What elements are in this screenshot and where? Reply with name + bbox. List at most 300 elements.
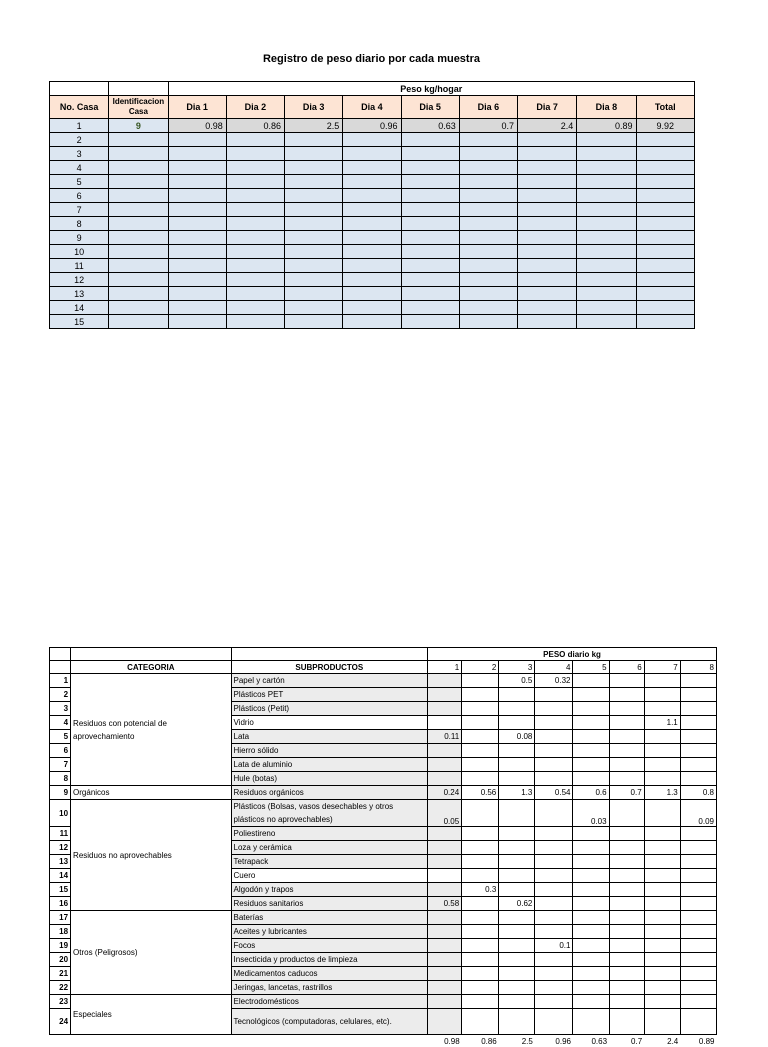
cell-value[interactable] (462, 827, 499, 841)
cell-value[interactable]: 0.7 (609, 786, 644, 800)
empty-cell[interactable] (168, 133, 226, 147)
cell-value[interactable] (462, 730, 499, 744)
empty-cell[interactable] (401, 161, 459, 175)
cell-value[interactable] (680, 897, 716, 911)
cell-value[interactable] (573, 744, 609, 758)
cell-value[interactable] (609, 869, 644, 883)
cell-value[interactable] (535, 855, 573, 869)
cell-value[interactable] (428, 702, 462, 716)
empty-cell[interactable] (343, 161, 401, 175)
cell-value[interactable] (573, 953, 609, 967)
cell-value[interactable] (499, 953, 535, 967)
cell-value[interactable]: 0.09 (680, 800, 716, 827)
cell-value[interactable] (499, 967, 535, 981)
empty-cell[interactable] (401, 301, 459, 315)
cell-value[interactable] (680, 925, 716, 939)
cell-value[interactable] (499, 911, 535, 925)
cell-value[interactable] (573, 688, 609, 702)
cell-value[interactable] (462, 841, 499, 855)
empty-cell[interactable] (226, 161, 284, 175)
cell-value[interactable] (428, 841, 462, 855)
empty-cell[interactable] (226, 287, 284, 301)
empty-cell[interactable] (109, 175, 168, 189)
cell-value[interactable] (462, 800, 499, 827)
empty-cell[interactable] (168, 217, 226, 231)
cell-value[interactable] (644, 925, 680, 939)
empty-cell[interactable] (109, 231, 168, 245)
empty-cell[interactable] (518, 147, 577, 161)
empty-cell[interactable] (577, 287, 636, 301)
cell-value[interactable] (573, 869, 609, 883)
cell-value[interactable] (644, 939, 680, 953)
cell-value[interactable] (680, 730, 716, 744)
cell-value[interactable] (428, 981, 462, 995)
empty-cell[interactable] (109, 259, 168, 273)
cell-value[interactable]: 0.6 (573, 786, 609, 800)
empty-cell[interactable] (401, 175, 459, 189)
empty-cell[interactable] (285, 161, 343, 175)
empty-cell[interactable] (636, 203, 695, 217)
cell-value[interactable] (644, 981, 680, 995)
cell-value[interactable] (644, 883, 680, 897)
cell-value[interactable] (535, 897, 573, 911)
cell-value[interactable] (428, 925, 462, 939)
cell-value[interactable] (535, 1009, 573, 1035)
empty-cell[interactable] (459, 189, 517, 203)
cell-value[interactable] (609, 855, 644, 869)
empty-cell[interactable] (577, 273, 636, 287)
cell-value[interactable] (499, 758, 535, 772)
empty-cell[interactable] (401, 231, 459, 245)
cell-value[interactable] (573, 981, 609, 995)
cell-value[interactable] (462, 1009, 499, 1035)
cell-value[interactable] (644, 827, 680, 841)
cell-value[interactable] (499, 772, 535, 786)
cell-value[interactable]: 0.08 (499, 730, 535, 744)
cell-value[interactable]: 0.8 (680, 786, 716, 800)
empty-cell[interactable] (343, 133, 401, 147)
cell-value[interactable] (535, 702, 573, 716)
empty-cell[interactable] (226, 133, 284, 147)
empty-cell[interactable] (285, 315, 343, 329)
cell-value[interactable] (573, 911, 609, 925)
cell-value[interactable] (644, 688, 680, 702)
cell-value[interactable] (499, 995, 535, 1009)
empty-cell[interactable] (518, 245, 577, 259)
empty-cell[interactable] (168, 161, 226, 175)
cell-value[interactable] (609, 883, 644, 897)
empty-cell[interactable] (285, 287, 343, 301)
cell-value[interactable] (573, 841, 609, 855)
cell-value[interactable] (644, 758, 680, 772)
empty-cell[interactable] (109, 287, 168, 301)
cell-value[interactable] (428, 883, 462, 897)
cell-value[interactable] (680, 981, 716, 995)
empty-cell[interactable] (518, 259, 577, 273)
cell-value[interactable] (644, 869, 680, 883)
empty-cell[interactable] (401, 189, 459, 203)
cell-value[interactable] (609, 995, 644, 1009)
cell-value[interactable] (644, 855, 680, 869)
empty-cell[interactable] (343, 231, 401, 245)
empty-cell[interactable] (168, 203, 226, 217)
cell-value[interactable] (644, 911, 680, 925)
empty-cell[interactable] (226, 245, 284, 259)
cell-value[interactable] (428, 1009, 462, 1035)
empty-cell[interactable] (459, 217, 517, 231)
empty-cell[interactable] (168, 259, 226, 273)
empty-cell[interactable] (168, 315, 226, 329)
cell-value[interactable] (573, 967, 609, 981)
empty-cell[interactable] (109, 161, 168, 175)
cell-value[interactable] (680, 995, 716, 1009)
empty-cell[interactable] (343, 245, 401, 259)
empty-cell[interactable] (109, 315, 168, 329)
empty-cell[interactable] (285, 147, 343, 161)
cell-value[interactable] (428, 827, 462, 841)
cell-value[interactable] (428, 953, 462, 967)
cell-value[interactable] (609, 772, 644, 786)
cell-value[interactable] (680, 827, 716, 841)
empty-cell[interactable] (518, 133, 577, 147)
empty-cell[interactable] (226, 315, 284, 329)
empty-cell[interactable] (168, 175, 226, 189)
empty-cell[interactable] (109, 301, 168, 315)
cell-value[interactable] (644, 967, 680, 981)
cell-value[interactable]: 0.32 (535, 674, 573, 688)
empty-cell[interactable] (343, 273, 401, 287)
cell-value[interactable] (644, 953, 680, 967)
cell-value[interactable] (609, 911, 644, 925)
cell-value[interactable] (462, 674, 499, 688)
empty-cell[interactable] (401, 147, 459, 161)
cell-value[interactable]: 0.54 (535, 786, 573, 800)
empty-cell[interactable] (518, 301, 577, 315)
empty-cell[interactable] (636, 245, 695, 259)
cell-value[interactable] (644, 674, 680, 688)
cell-value[interactable] (644, 897, 680, 911)
cell-value[interactable]: 2.4 (518, 119, 577, 133)
empty-cell[interactable] (168, 231, 226, 245)
empty-cell[interactable] (168, 287, 226, 301)
empty-cell[interactable] (518, 175, 577, 189)
cell-value[interactable] (535, 953, 573, 967)
cell-value[interactable] (462, 967, 499, 981)
cell-value[interactable] (428, 744, 462, 758)
cell-value[interactable] (462, 688, 499, 702)
empty-cell[interactable] (636, 161, 695, 175)
empty-cell[interactable] (459, 245, 517, 259)
empty-cell[interactable] (518, 189, 577, 203)
empty-cell[interactable] (459, 231, 517, 245)
cell-value[interactable] (462, 953, 499, 967)
cell-value[interactable] (428, 855, 462, 869)
cell-value[interactable] (462, 758, 499, 772)
cell-value[interactable] (573, 939, 609, 953)
cell-value[interactable] (573, 897, 609, 911)
cell-value[interactable] (573, 702, 609, 716)
row-total[interactable]: 9.92 (636, 119, 695, 133)
cell-value[interactable] (573, 827, 609, 841)
cell-value[interactable]: 0.96 (343, 119, 401, 133)
cell-value[interactable]: 0.56 (462, 786, 499, 800)
cell-value[interactable] (680, 967, 716, 981)
cell-value[interactable] (573, 855, 609, 869)
cell-value[interactable] (462, 744, 499, 758)
cell-value[interactable] (573, 883, 609, 897)
cell-value[interactable] (535, 869, 573, 883)
cell-value[interactable]: 0.1 (535, 939, 573, 953)
cell-value[interactable] (609, 925, 644, 939)
cell-value[interactable] (535, 925, 573, 939)
cell-value[interactable] (499, 939, 535, 953)
cell-value[interactable] (499, 702, 535, 716)
empty-cell[interactable] (577, 259, 636, 273)
empty-cell[interactable] (343, 175, 401, 189)
empty-cell[interactable] (636, 133, 695, 147)
cell-value[interactable] (680, 939, 716, 953)
cell-value[interactable] (573, 758, 609, 772)
cell-value[interactable] (573, 1009, 609, 1035)
cell-value[interactable]: 0.62 (499, 897, 535, 911)
cell-value[interactable] (428, 772, 462, 786)
cell-value[interactable] (535, 730, 573, 744)
empty-cell[interactable] (109, 245, 168, 259)
cell-value[interactable]: 0.3 (462, 883, 499, 897)
cell-value[interactable] (428, 911, 462, 925)
empty-cell[interactable] (577, 161, 636, 175)
empty-cell[interactable] (226, 273, 284, 287)
cell-value[interactable] (573, 995, 609, 1009)
cell-value[interactable] (609, 939, 644, 953)
empty-cell[interactable] (285, 245, 343, 259)
cell-value[interactable] (644, 800, 680, 827)
empty-cell[interactable] (285, 231, 343, 245)
cell-value[interactable] (609, 800, 644, 827)
cell-value[interactable] (535, 772, 573, 786)
empty-cell[interactable] (343, 217, 401, 231)
cell-value[interactable] (499, 827, 535, 841)
empty-cell[interactable] (285, 259, 343, 273)
cell-value[interactable] (680, 869, 716, 883)
cell-value[interactable] (499, 716, 535, 730)
empty-cell[interactable] (577, 245, 636, 259)
cell-value[interactable] (680, 758, 716, 772)
empty-cell[interactable] (459, 175, 517, 189)
cell-value[interactable] (680, 883, 716, 897)
cell-value[interactable] (499, 744, 535, 758)
empty-cell[interactable] (636, 315, 695, 329)
cell-value[interactable] (499, 1009, 535, 1035)
house-id[interactable]: 9 (109, 119, 168, 133)
cell-value[interactable] (680, 702, 716, 716)
cell-value[interactable] (535, 995, 573, 1009)
empty-cell[interactable] (636, 301, 695, 315)
cell-value[interactable] (499, 925, 535, 939)
cell-value[interactable] (609, 1009, 644, 1035)
empty-cell[interactable] (401, 245, 459, 259)
cell-value[interactable]: 1.3 (644, 786, 680, 800)
empty-cell[interactable] (226, 259, 284, 273)
cell-value[interactable] (462, 897, 499, 911)
cell-value[interactable] (644, 772, 680, 786)
cell-value[interactable] (680, 1009, 716, 1035)
cell-value[interactable] (462, 855, 499, 869)
cell-value[interactable] (644, 995, 680, 1009)
empty-cell[interactable] (401, 203, 459, 217)
empty-cell[interactable] (577, 203, 636, 217)
cell-value[interactable] (428, 674, 462, 688)
cell-value[interactable] (609, 897, 644, 911)
cell-value[interactable] (428, 995, 462, 1009)
cell-value[interactable] (609, 716, 644, 730)
cell-value[interactable] (462, 911, 499, 925)
cell-value[interactable] (499, 883, 535, 897)
empty-cell[interactable] (168, 273, 226, 287)
cell-value[interactable] (680, 772, 716, 786)
cell-value[interactable] (644, 702, 680, 716)
cell-value[interactable]: 0.98 (168, 119, 226, 133)
empty-cell[interactable] (636, 147, 695, 161)
cell-value[interactable] (535, 981, 573, 995)
empty-cell[interactable] (518, 231, 577, 245)
empty-cell[interactable] (285, 175, 343, 189)
empty-cell[interactable] (459, 259, 517, 273)
cell-value[interactable] (609, 827, 644, 841)
cell-value[interactable] (609, 702, 644, 716)
empty-cell[interactable] (285, 133, 343, 147)
cell-value[interactable] (609, 981, 644, 995)
empty-cell[interactable] (518, 287, 577, 301)
cell-value[interactable] (428, 688, 462, 702)
cell-value[interactable] (644, 841, 680, 855)
empty-cell[interactable] (343, 259, 401, 273)
cell-value[interactable] (499, 981, 535, 995)
empty-cell[interactable] (401, 217, 459, 231)
empty-cell[interactable] (577, 315, 636, 329)
empty-cell[interactable] (226, 147, 284, 161)
empty-cell[interactable] (636, 273, 695, 287)
cell-value[interactable]: 0.7 (459, 119, 517, 133)
cell-value[interactable] (680, 855, 716, 869)
empty-cell[interactable] (459, 161, 517, 175)
empty-cell[interactable] (459, 315, 517, 329)
empty-cell[interactable] (343, 287, 401, 301)
empty-cell[interactable] (459, 287, 517, 301)
cell-value[interactable] (535, 688, 573, 702)
empty-cell[interactable] (109, 189, 168, 203)
empty-cell[interactable] (636, 217, 695, 231)
cell-value[interactable] (609, 841, 644, 855)
cell-value[interactable] (680, 716, 716, 730)
cell-value[interactable] (609, 953, 644, 967)
cell-value[interactable] (644, 1009, 680, 1035)
empty-cell[interactable] (577, 231, 636, 245)
empty-cell[interactable] (518, 161, 577, 175)
empty-cell[interactable] (109, 203, 168, 217)
cell-value[interactable] (573, 772, 609, 786)
empty-cell[interactable] (226, 175, 284, 189)
cell-value[interactable] (535, 716, 573, 730)
empty-cell[interactable] (577, 175, 636, 189)
empty-cell[interactable] (636, 287, 695, 301)
empty-cell[interactable] (636, 259, 695, 273)
cell-value[interactable] (499, 855, 535, 869)
empty-cell[interactable] (168, 189, 226, 203)
cell-value[interactable] (609, 967, 644, 981)
cell-value[interactable] (462, 925, 499, 939)
empty-cell[interactable] (459, 273, 517, 287)
cell-value[interactable] (680, 744, 716, 758)
empty-cell[interactable] (343, 315, 401, 329)
cell-value[interactable] (428, 869, 462, 883)
cell-value[interactable] (462, 772, 499, 786)
empty-cell[interactable] (109, 217, 168, 231)
cell-value[interactable] (428, 758, 462, 772)
cell-value[interactable]: 0.86 (226, 119, 284, 133)
empty-cell[interactable] (401, 287, 459, 301)
empty-cell[interactable] (577, 217, 636, 231)
cell-value[interactable] (644, 730, 680, 744)
empty-cell[interactable] (343, 301, 401, 315)
empty-cell[interactable] (518, 273, 577, 287)
cell-value[interactable] (573, 730, 609, 744)
cell-value[interactable] (680, 688, 716, 702)
cell-value[interactable] (535, 841, 573, 855)
empty-cell[interactable] (401, 259, 459, 273)
cell-value[interactable] (573, 925, 609, 939)
cell-value[interactable] (462, 981, 499, 995)
empty-cell[interactable] (168, 147, 226, 161)
empty-cell[interactable] (459, 133, 517, 147)
cell-value[interactable] (462, 702, 499, 716)
empty-cell[interactable] (459, 301, 517, 315)
cell-value[interactable]: 0.11 (428, 730, 462, 744)
cell-value[interactable] (535, 883, 573, 897)
empty-cell[interactable] (343, 147, 401, 161)
cell-value[interactable] (609, 744, 644, 758)
cell-value[interactable]: 1.3 (499, 786, 535, 800)
empty-cell[interactable] (109, 133, 168, 147)
cell-value[interactable] (462, 716, 499, 730)
empty-cell[interactable] (401, 273, 459, 287)
empty-cell[interactable] (285, 301, 343, 315)
cell-value[interactable] (499, 869, 535, 883)
cell-value[interactable] (535, 744, 573, 758)
cell-value[interactable] (428, 716, 462, 730)
cell-value[interactable]: 0.63 (401, 119, 459, 133)
cell-value[interactable] (535, 827, 573, 841)
cell-value[interactable]: 1.1 (644, 716, 680, 730)
cell-value[interactable]: 0.03 (573, 800, 609, 827)
empty-cell[interactable] (226, 203, 284, 217)
empty-cell[interactable] (401, 133, 459, 147)
cell-value[interactable]: 0.89 (577, 119, 636, 133)
cell-value[interactable] (609, 730, 644, 744)
cell-value[interactable] (428, 939, 462, 953)
empty-cell[interactable] (285, 217, 343, 231)
empty-cell[interactable] (577, 147, 636, 161)
cell-value[interactable] (428, 967, 462, 981)
cell-value[interactable] (535, 911, 573, 925)
cell-value[interactable]: 0.05 (428, 800, 462, 827)
cell-value[interactable]: 0.58 (428, 897, 462, 911)
empty-cell[interactable] (285, 273, 343, 287)
cell-value[interactable] (499, 688, 535, 702)
cell-value[interactable] (609, 758, 644, 772)
cell-value[interactable] (680, 841, 716, 855)
empty-cell[interactable] (636, 175, 695, 189)
